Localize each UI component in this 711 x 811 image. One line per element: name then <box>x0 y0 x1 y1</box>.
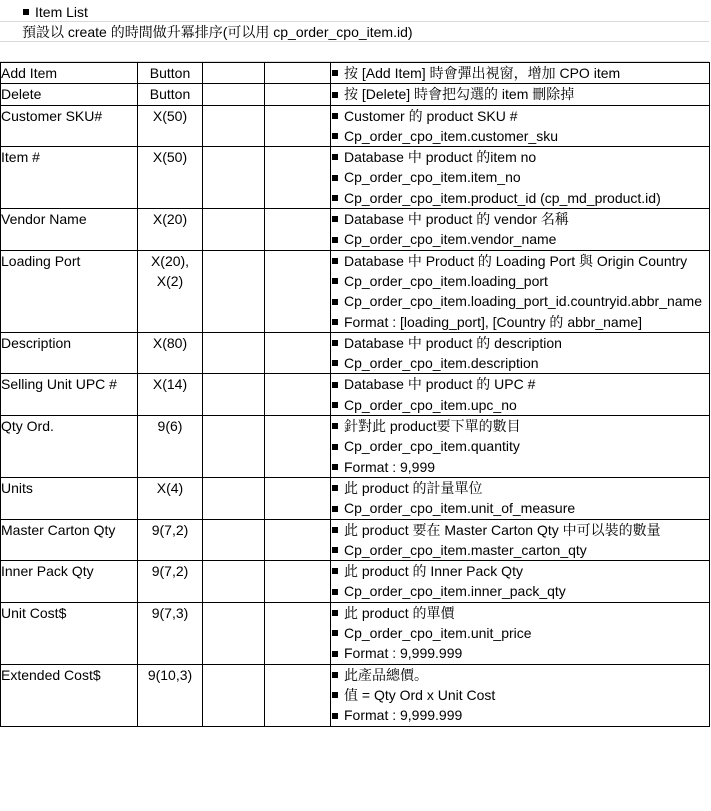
field-description-cell <box>331 374 710 416</box>
bullet-icon <box>332 713 338 719</box>
description-text: 此 product 的 Inner Pack Qty <box>344 563 523 580</box>
field-description-cell <box>331 416 710 478</box>
field-type-cell: 9(7,2) <box>138 519 203 561</box>
description-line <box>331 229 709 249</box>
table-row <box>1 332 710 374</box>
field-type-cell: X(80) <box>138 332 203 374</box>
bullet-icon <box>332 527 338 533</box>
description-text: Cp_order_cpo_item.inner_pack_qty <box>344 583 566 600</box>
description-text: 此 product 的計量單位 <box>344 479 483 496</box>
description-line <box>331 498 709 518</box>
description-line <box>331 106 709 126</box>
description-text: 按 [Add Item] 時會彈出視窗，增加 CPO item <box>344 65 621 81</box>
bullet-icon <box>332 506 338 512</box>
empty-cell <box>203 332 265 374</box>
field-spec-table <box>0 62 710 727</box>
description-text: Format : 9,999.999 <box>344 645 463 662</box>
bullet-icon <box>332 113 338 119</box>
table-row <box>1 477 710 519</box>
empty-cell <box>203 250 265 332</box>
description-line <box>331 643 709 663</box>
empty-cell <box>203 561 265 603</box>
empty-cell <box>203 209 265 251</box>
section-subtitle <box>0 22 709 42</box>
description-line <box>331 395 709 415</box>
description-text: Cp_order_cpo_item.vendor_name <box>344 231 557 248</box>
description-text: Cp_order_cpo_item.item_no <box>344 169 521 186</box>
bullet-icon <box>332 630 338 636</box>
bullet-icon <box>332 133 338 139</box>
description-text: Format : 9,999.999 <box>344 707 463 724</box>
section-subtitle-text: 預設以 create 的時間做升冪排序(可以用 cp_order_cpo_item.id) <box>22 24 413 40</box>
description-line <box>331 291 709 311</box>
field-spec-body <box>1 63 710 727</box>
field-type-cell: 9(6) <box>138 416 203 478</box>
bullet-icon <box>332 195 338 201</box>
bullet-icon <box>332 423 338 429</box>
description-line <box>331 333 709 353</box>
bullet-icon <box>332 258 338 264</box>
empty-cell <box>265 332 331 374</box>
field-type-cell: 9(7,3) <box>138 602 203 664</box>
field-name-cell: Master Carton Qty <box>1 519 138 561</box>
table-row <box>1 250 710 332</box>
description-text: 按 [Delete] 時會把勾選的 item 刪除掉 <box>344 86 575 103</box>
section-title-text: Item List <box>35 4 88 20</box>
table-row <box>1 63 710 84</box>
empty-cell <box>265 105 331 147</box>
field-name-cell: Units <box>1 477 138 519</box>
table-row <box>1 374 710 416</box>
field-type-cell: X(20), X(2) <box>138 250 203 332</box>
description-line <box>331 147 709 167</box>
empty-cell <box>203 374 265 416</box>
empty-cell <box>265 664 331 726</box>
field-description-cell <box>331 519 710 561</box>
field-description-cell <box>331 250 710 332</box>
description-line <box>331 374 709 394</box>
field-name-cell: Unit Cost$ <box>1 602 138 664</box>
empty-cell <box>265 374 331 416</box>
empty-cell <box>203 519 265 561</box>
field-name-cell: Add Item <box>1 63 138 84</box>
description-line <box>331 416 709 436</box>
description-text: Cp_order_cpo_item.loading_port <box>344 272 548 289</box>
description-line <box>331 126 709 146</box>
field-description-cell <box>331 477 710 519</box>
table-row <box>1 416 710 478</box>
bullet-icon <box>332 299 338 305</box>
bullet-icon <box>332 319 338 325</box>
description-line <box>331 167 709 187</box>
bullet-icon <box>332 360 338 366</box>
bullet-icon <box>332 216 338 222</box>
bullet-icon <box>332 589 338 595</box>
description-line <box>331 312 709 332</box>
table-row <box>1 84 710 105</box>
empty-cell <box>265 209 331 251</box>
description-text: Cp_order_cpo_item.loading_port_id.countryid.abbr_name <box>344 293 703 310</box>
bullet-icon <box>332 651 338 657</box>
table-row <box>1 105 710 147</box>
field-name-cell: Item # <box>1 147 138 209</box>
empty-cell <box>265 602 331 664</box>
field-type-cell: X(20) <box>138 209 203 251</box>
bullet-icon <box>332 278 338 284</box>
bullet-icon <box>332 402 338 408</box>
field-description-cell <box>331 209 710 251</box>
field-type-cell: X(50) <box>138 105 203 147</box>
description-line <box>331 685 709 705</box>
field-name-cell: Vendor Name <box>1 209 138 251</box>
empty-cell <box>265 477 331 519</box>
field-description-cell <box>331 105 710 147</box>
table-row <box>1 664 710 726</box>
description-text: Cp_order_cpo_item.upc_no <box>344 396 517 413</box>
description-text: Database 中 product 的 vendor 名稱 <box>344 211 569 228</box>
field-name-cell: Inner Pack Qty <box>1 561 138 603</box>
description-text: Cp_order_cpo_item.customer_sku <box>344 127 558 144</box>
description-text: Cp_order_cpo_item.master_carton_qty <box>344 541 587 558</box>
field-name-cell: Delete <box>1 84 138 105</box>
empty-cell <box>203 63 265 84</box>
description-text: Cp_order_cpo_item.product_id (cp_md_product.id) <box>344 189 661 206</box>
description-line <box>331 251 709 271</box>
field-description-cell <box>331 84 710 105</box>
description-line <box>331 84 709 104</box>
description-text: Cp_order_cpo_item.unit_price <box>344 625 532 642</box>
field-description-cell <box>331 602 710 664</box>
field-type-cell: 9(10,3) <box>138 664 203 726</box>
empty-cell <box>203 602 265 664</box>
description-text: Database 中 product 的 description <box>344 334 562 351</box>
description-line <box>331 478 709 498</box>
description-text: Cp_order_cpo_item.description <box>344 355 539 372</box>
field-type-cell: Button <box>138 84 203 105</box>
description-line <box>331 457 709 477</box>
bullet-icon <box>332 672 338 678</box>
description-text: Format : [loading_port], [Country 的 abbr_name] <box>344 313 643 330</box>
field-name-cell: Extended Cost$ <box>1 664 138 726</box>
empty-cell <box>265 250 331 332</box>
field-name-cell: Qty Ord. <box>1 416 138 478</box>
table-row <box>1 209 710 251</box>
empty-cell <box>203 84 265 105</box>
description-text: Format : 9,999 <box>344 458 436 475</box>
description-text: 此產品總價。 <box>344 666 428 683</box>
table-row <box>1 602 710 664</box>
field-type-cell: X(50) <box>138 147 203 209</box>
empty-cell <box>265 147 331 209</box>
field-description-cell <box>331 63 710 84</box>
bullet-icon <box>332 175 338 181</box>
description-text: 值 = Qty Ord x Unit Cost <box>344 686 496 703</box>
field-description-cell <box>331 664 710 726</box>
field-name-cell: Customer SKU# <box>1 105 138 147</box>
bullet-icon <box>332 237 338 243</box>
field-name-cell: Loading Port <box>1 250 138 332</box>
section-title <box>0 2 709 22</box>
description-line <box>331 271 709 291</box>
field-name-cell: Description <box>1 332 138 374</box>
description-text: 此 product 的單價 <box>344 604 455 621</box>
field-description-cell <box>331 332 710 374</box>
bullet-icon <box>332 610 338 616</box>
table-row <box>1 561 710 603</box>
bullet-icon <box>332 382 338 388</box>
empty-cell <box>265 63 331 84</box>
description-line <box>331 63 709 83</box>
field-type-cell: X(14) <box>138 374 203 416</box>
field-type-cell: X(4) <box>138 477 203 519</box>
empty-cell <box>265 561 331 603</box>
bullet-icon <box>332 340 338 346</box>
description-line <box>331 561 709 581</box>
empty-cell <box>265 519 331 561</box>
description-line <box>331 705 709 725</box>
description-text: Database 中 product 的 UPC # <box>344 376 536 393</box>
description-line <box>331 603 709 623</box>
description-text: 此 product 要在 Master Carton Qty 中可以裝的數量 <box>344 521 661 538</box>
bullet-icon <box>332 464 338 470</box>
description-text: Database 中 Product 的 Loading Port 與 Origin Country <box>344 252 688 269</box>
bullet-icon <box>332 154 338 160</box>
empty-cell <box>203 105 265 147</box>
empty-cell <box>265 416 331 478</box>
bullet-icon <box>332 485 338 491</box>
bullet-icon <box>332 444 338 450</box>
empty-cell <box>203 147 265 209</box>
bullet-icon <box>332 692 338 698</box>
bullet-icon <box>332 547 338 553</box>
bullet-icon <box>332 70 338 76</box>
empty-cell <box>203 664 265 726</box>
bullet-icon <box>23 9 29 15</box>
description-line <box>331 436 709 456</box>
description-line <box>331 209 709 229</box>
table-row <box>1 519 710 561</box>
field-description-cell <box>331 147 710 209</box>
empty-cell <box>203 416 265 478</box>
description-line <box>331 353 709 373</box>
table-row <box>1 147 710 209</box>
field-type-cell: 9(7,2) <box>138 561 203 603</box>
field-type-cell: Button <box>138 63 203 84</box>
description-line <box>331 623 709 643</box>
empty-cell <box>265 84 331 105</box>
description-line <box>331 665 709 685</box>
description-text: Database 中 product 的item no <box>344 149 537 166</box>
description-text: Cp_order_cpo_item.unit_of_measure <box>344 500 576 517</box>
bullet-icon <box>332 92 338 98</box>
field-name-cell: Selling Unit UPC # <box>1 374 138 416</box>
description-line <box>331 581 709 601</box>
description-line <box>331 540 709 560</box>
description-text: Customer 的 product SKU # <box>344 107 518 124</box>
description-text: 針對此 product要下單的數目 <box>344 418 521 435</box>
description-line <box>331 520 709 540</box>
description-text: Cp_order_cpo_item.quantity <box>344 438 520 455</box>
description-line <box>331 188 709 208</box>
field-description-cell <box>331 561 710 603</box>
bullet-icon <box>332 568 338 574</box>
empty-cell <box>203 477 265 519</box>
